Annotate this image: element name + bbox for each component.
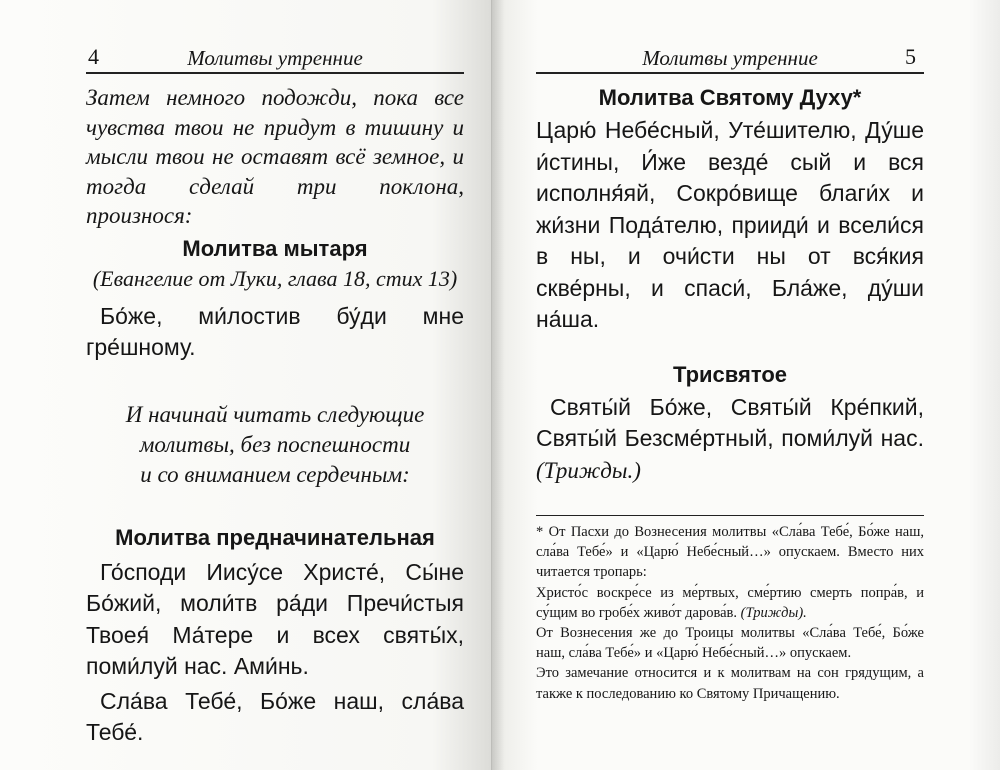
footnote-quote: «Сла́ва Тебе́, Бо́же наш, сла́ва Тебе́» (536, 625, 924, 662)
prayer-title: Молитва Святому Духу* (598, 85, 862, 110)
prayer-title: Молитва предначинательная (115, 524, 435, 550)
footnote-text: опускаем. (786, 645, 852, 662)
footnote-quote: «Царю́ Небе́сный…» (636, 544, 771, 561)
troparion-text: Христо́с воскре́се из ме́ртвых, сме́ртию смерть попра́в, и су́щим во гробе́х живо́т дарова́в. (536, 584, 924, 621)
glory-text: Сла́ва Тебе́, Бо́же наш, сла́ва Тебе́. (86, 687, 464, 745)
instruction-line: молитвы, без поспешности (139, 431, 411, 457)
instruction-line: и со вниманием сердечным: (140, 461, 410, 487)
intro-instruction: Затем немного подожди, пока все чувства твои не придут в тишину и мысли твои не оставят всё земное, и тогда сделай три поклона, произнося: (86, 85, 464, 228)
page-number: 4 (88, 44, 99, 69)
footnote (536, 522, 924, 704)
reading-instruction (86, 400, 464, 490)
prayer-title: Молитва мытаря (182, 235, 368, 261)
footnote-paragraph: Это замечание относится и к молитвам на сон грядущим, а также к последованию ко Святому Причащению. (536, 665, 924, 702)
prayer-text: Царю́ Небе́сный, Уте́шителю, Ду́ше и́стины, И́же везде́ сый и вся исполня́яй, Сокро́вище благи́х и жи́зни Пода́телю, прииди́ и всели́ся в ны, и очи́сти ны от вся́кия скве́рны, и спаси́, Бла́же, ду́ши на́ша. (536, 117, 924, 332)
footnote-quote: «Сла́ва Тебе́, Бо́же наш, сла́ва Тебе́» (536, 524, 924, 561)
scripture-citation: (Евангелие от Луки, глава 18, стих 13) (92, 265, 458, 291)
prayer-text (536, 392, 924, 487)
footnote-text: От Вознесения же до Троицы молитвы (536, 625, 803, 642)
footnote-quote: «Царю́ Небе́сный…» (656, 645, 787, 662)
instruction-line: И начинай читать следующие (125, 401, 425, 427)
left-page (0, 0, 492, 770)
header-title: Молитвы утренние (187, 46, 363, 70)
page-content (536, 83, 924, 704)
header-title: Молитвы утренние (642, 46, 818, 70)
troparion-note: (Трижды). (740, 604, 807, 621)
prayer-text: Го́споди Иису́се Христе́, Сы́не Бо́жий, моли́тв ра́ди Пречи́стыя Твоея́ Ма́тере и всех святы́х, поми́луй нас. Ами́нь. (86, 558, 464, 679)
prayer-title: Трисвятое (672, 361, 788, 387)
footnote-text: * От Пасхи до Вознесения молитвы (536, 524, 772, 540)
trisagion-text: Святы́й Бо́же, Святы́й Кре́пкий, Святы́й Безсме́ртный, поми́луй нас. (536, 393, 924, 451)
footnote-troparion (536, 583, 924, 623)
running-header (536, 38, 924, 74)
running-header (86, 38, 464, 74)
footnote-paragraph (536, 522, 924, 583)
footnote-text: и (612, 544, 637, 561)
footnote-divider (536, 515, 924, 516)
prayer-text: Бо́же, ми́лостив бу́ди мне гре́шному. (86, 302, 464, 360)
footnote-text: опускаем. Вместо них читается тропарь: (536, 544, 925, 581)
right-page (492, 0, 1000, 770)
footnote-paragraph (536, 623, 924, 663)
page-content (86, 83, 464, 749)
footnote-text: и (641, 645, 657, 662)
page-number: 5 (905, 44, 916, 69)
repeat-note: (Трижды.) (536, 457, 641, 483)
